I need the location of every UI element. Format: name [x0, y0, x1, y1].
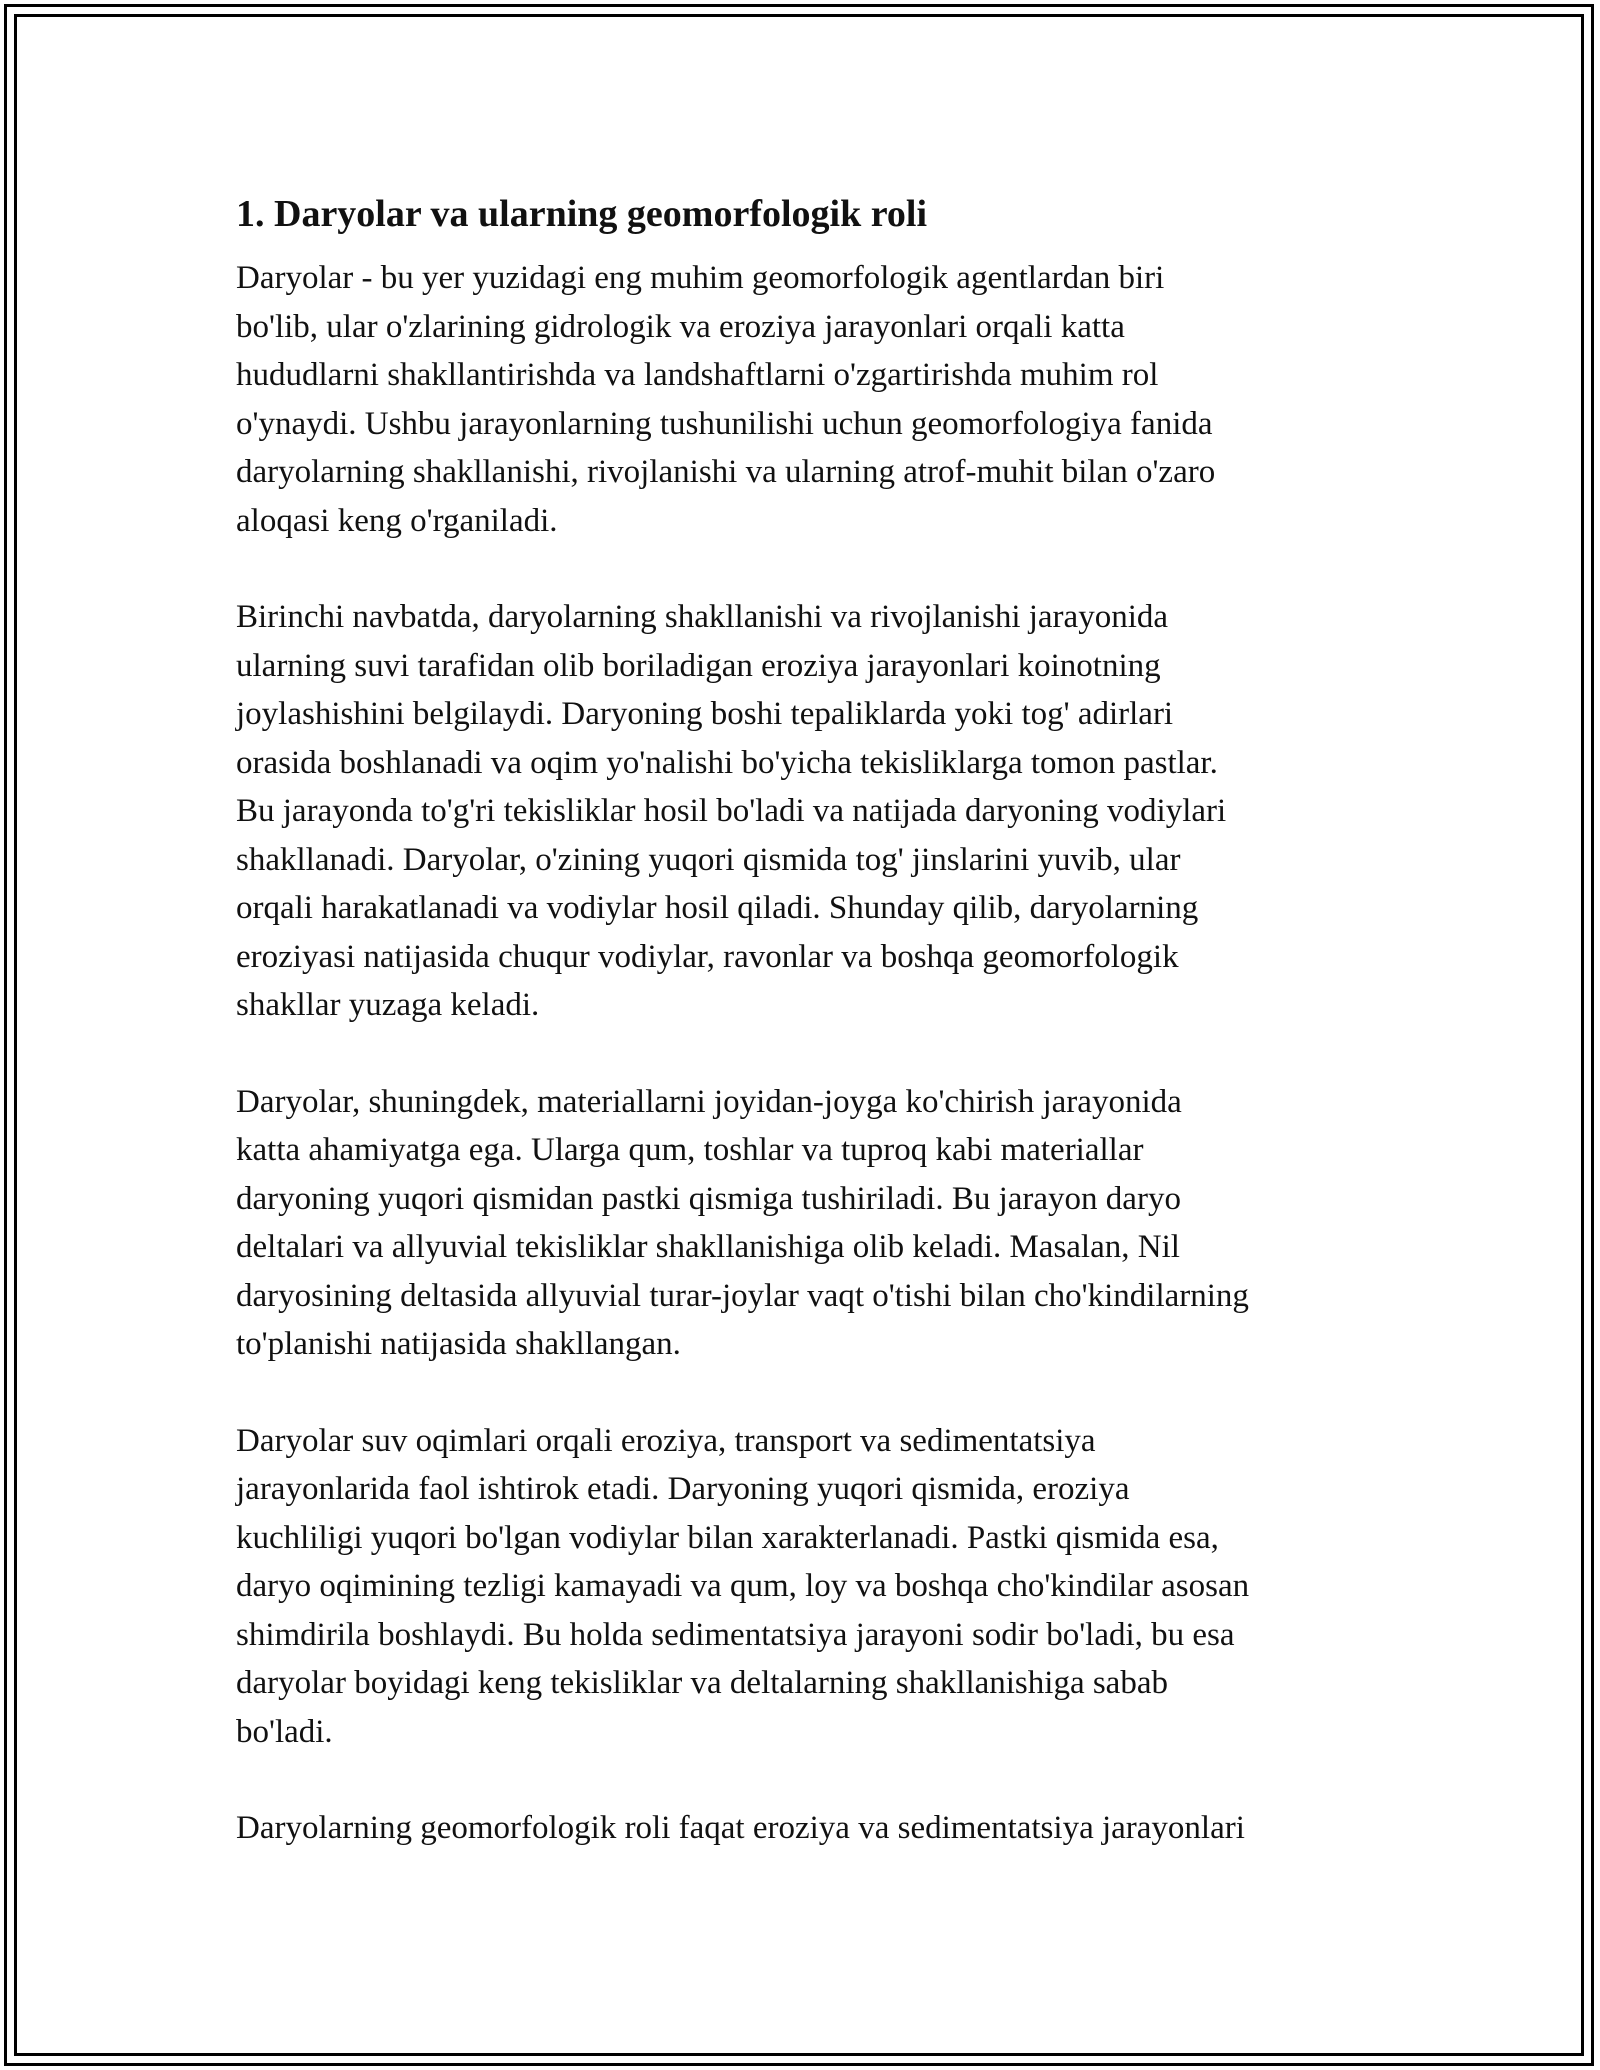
section-heading: 1. Daryolar va ularning geomorfologik roli: [236, 193, 928, 235]
paragraph-5: Daryolarning geomorfologik roli faqat eroziya va sedimentatsiya jarayonlari: [236, 1810, 1245, 1846]
paragraph-4: Daryolar suv oqimlari orqali eroziya, transport va sedimentatsiya jarayonlarida faol ishtirok etadi. Daryoning yuqori qismida, eroziya kuchliligi yuqori bo'lgan vodiylar bilan xarakterlanadi. Pastki qismida esa, daryo oqimining tezligi kamayadi va qum, loy va boshqa cho'kindilar asosan shimdirila boshlaydi. Bu holda sedimentatsiya jarayoni sodir bo'ladi, bu esa daryolar boyidagi keng tekisliklar va deltalarning shakllanishiga sabab bo'ladi.: [236, 1422, 1250, 1750]
paragraph-2: Birinchi navbatda, daryolarning shakllanishi va rivojlanishi jarayonida ularning suvi tarafidan olib boriladigan eroziya jarayonlari koinotning joylashishini belgilaydi. Daryoning boshi tepaliklarda yoki tog' adirlari orasida boshlanadi va oqim yo'nalishi bo'yicha tekisliklarga tomon pastlar. Bu jarayonda to'g'ri tekisliklar hosil bo'ladi va natijada daryoning vodiylari shakllanadi. Daryolar, o'zining yuqori qismida tog' jinslarini yuvib, ular orqali harakatlanadi va vodiylar hosil qiladi. Shunday qilib, daryolarning eroziyasi natijasida chuqur vodiylar, ravonlar va boshqa geomorfologik shakllar yuzaga keladi.: [236, 599, 1227, 1023]
paragraph-3: Daryolar, shuningdek, materiallarni joyidan-joyga ko'chirish jarayonida katta ahamiyatga ega. Ularga qum, toshlar va tuproq kabi materiallar daryoning yuqori qismidan pastki qismiga tushiriladi. Bu jarayon daryo deltalari va allyuvial tekisliklar shakllanishiga olib keladi. Masalan, Nil daryosining deltasida allyuvial turar-joylar vaqt o'tishi bilan cho'kindilarning to'planishi natijasida shakllangan.: [236, 1083, 1249, 1362]
document-body: [236, 184, 1366, 1901]
paragraph-1: Daryolar - bu yer yuzidagi eng muhim geomorfologik agentlardan biri bo'lib, ular o'zlarining gidrologik va eroziya jarayonlari orqali katta hududlarni shakllantirishda va landshaftlarni o'zgartirishda muhim rol o'ynaydi. Ushbu jarayonlarning tushunilishi uchun geomorfologiya fanida daryolarning shakllanishi, rivojlanishi va ularning atrof-muhit bilan o'zaro aloqasi keng o'rganiladi.: [236, 260, 1216, 539]
